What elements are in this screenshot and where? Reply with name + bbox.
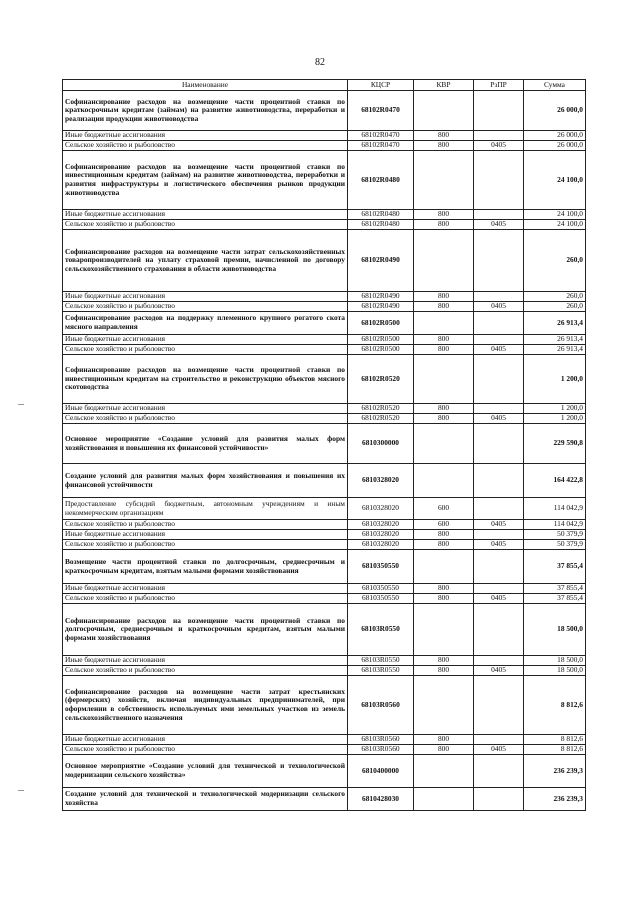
- cell-rzpr: [474, 355, 524, 404]
- cell-kcsr: 68103R0560: [348, 735, 414, 745]
- cell-kcsr: 68103R0560: [348, 745, 414, 755]
- cell-kvr: 800: [414, 530, 474, 540]
- table-row: [63, 424, 586, 464]
- cell-rzpr: [474, 755, 524, 788]
- table-row: [63, 131, 586, 141]
- table-row: [63, 788, 586, 811]
- cell-rzpr: [474, 604, 524, 656]
- cell-rzpr: 0405: [474, 141, 524, 151]
- cell-sum: 229 590,8: [524, 424, 586, 464]
- table-body: [63, 91, 586, 811]
- header-name: Наименование: [63, 80, 348, 91]
- cell-kvr: 800: [414, 292, 474, 302]
- cell-kvr: [414, 550, 474, 584]
- cell-rzpr: [474, 424, 524, 464]
- cell-name: Сельское хозяйство и рыболовство: [63, 302, 348, 312]
- cell-kcsr: 68102R0480: [348, 220, 414, 230]
- cell-rzpr: [474, 91, 524, 131]
- cell-name: Иные бюджетные ассигнования: [63, 404, 348, 414]
- table-row: [63, 312, 586, 335]
- margin-mark: [18, 404, 24, 405]
- header-rzpr: РзПР: [474, 80, 524, 91]
- cell-kcsr: 68102R0470: [348, 131, 414, 141]
- table-row: [63, 151, 586, 210]
- cell-kcsr: 6810350550: [348, 594, 414, 604]
- cell-kcsr: 68102R0500: [348, 345, 414, 355]
- cell-rzpr: [474, 550, 524, 584]
- cell-name: Сельское хозяйство и рыболовство: [63, 520, 348, 530]
- table-row: [63, 745, 586, 755]
- cell-sum: 18 500,0: [524, 656, 586, 666]
- cell-kvr: 800: [414, 745, 474, 755]
- cell-name: Сельское хозяйство и рыболовство: [63, 540, 348, 550]
- cell-rzpr: [474, 312, 524, 335]
- cell-sum: 26 000,0: [524, 91, 586, 131]
- cell-kcsr: 68102R0520: [348, 404, 414, 414]
- table-row: [63, 355, 586, 404]
- cell-sum: 8 812,6: [524, 676, 586, 735]
- cell-kcsr: 68102R0470: [348, 91, 414, 131]
- table-row: [63, 220, 586, 230]
- cell-sum: 37 855,4: [524, 550, 586, 584]
- cell-kvr: [414, 151, 474, 210]
- cell-kvr: 800: [414, 335, 474, 345]
- table-row: [63, 676, 586, 735]
- cell-kvr: [414, 312, 474, 335]
- cell-kvr: 800: [414, 735, 474, 745]
- cell-name: Иные бюджетные ассигнования: [63, 584, 348, 594]
- cell-sum: 26 000,0: [524, 131, 586, 141]
- cell-rzpr: 0405: [474, 520, 524, 530]
- cell-name: Иные бюджетные ассигнования: [63, 292, 348, 302]
- cell-kvr: 800: [414, 210, 474, 220]
- margin-mark: [18, 790, 24, 791]
- cell-kvr: [414, 230, 474, 292]
- table-row: [63, 498, 586, 520]
- cell-rzpr: 0405: [474, 302, 524, 312]
- cell-kvr: [414, 755, 474, 788]
- table-row: [63, 210, 586, 220]
- cell-rzpr: 0405: [474, 666, 524, 676]
- table-row: [63, 302, 586, 312]
- cell-kvr: 600: [414, 498, 474, 520]
- table-row: [63, 335, 586, 345]
- table-row: [63, 520, 586, 530]
- cell-sum: 26 913,4: [524, 335, 586, 345]
- cell-name: Иные бюджетные ассигнования: [63, 335, 348, 345]
- cell-kcsr: 68102R0500: [348, 312, 414, 335]
- cell-kvr: 800: [414, 414, 474, 424]
- cell-rzpr: [474, 404, 524, 414]
- cell-kcsr: 68102R0480: [348, 210, 414, 220]
- cell-rzpr: [474, 530, 524, 540]
- cell-rzpr: 0405: [474, 745, 524, 755]
- cell-name: Предоставление субсидий бюджетным, автономным учреждениям и иным некоммерческим организациям: [63, 498, 348, 520]
- cell-kvr: 800: [414, 302, 474, 312]
- cell-kcsr: 68103R0550: [348, 604, 414, 656]
- cell-rzpr: [474, 676, 524, 735]
- cell-kvr: 800: [414, 666, 474, 676]
- table-row: [63, 656, 586, 666]
- cell-sum: 26 000,0: [524, 141, 586, 151]
- cell-name: Иные бюджетные ассигнования: [63, 131, 348, 141]
- cell-kcsr: 68102R0490: [348, 230, 414, 292]
- cell-kvr: [414, 424, 474, 464]
- cell-kcsr: 6810328020: [348, 498, 414, 520]
- cell-sum: 18 500,0: [524, 666, 586, 676]
- cell-rzpr: 0405: [474, 220, 524, 230]
- cell-name: Софинансирование расходов на возмещение части затрат крестьянских (фермерских) хозяйств, включая индивидуальных предпринимателей, при оформлении в собственность используемых ими земельных участков из земель сельскохозяйственного назначения: [63, 676, 348, 735]
- cell-sum: 1 200,0: [524, 414, 586, 424]
- cell-kcsr: 68103R0560: [348, 676, 414, 735]
- cell-sum: 8 812,6: [524, 735, 586, 745]
- cell-kvr: 800: [414, 404, 474, 414]
- cell-kcsr: 6810350550: [348, 584, 414, 594]
- cell-sum: 50 379,9: [524, 530, 586, 540]
- cell-rzpr: [474, 656, 524, 666]
- cell-sum: 37 855,4: [524, 594, 586, 604]
- cell-kvr: 800: [414, 131, 474, 141]
- cell-sum: 26 913,4: [524, 345, 586, 355]
- cell-sum: 260,0: [524, 230, 586, 292]
- cell-kcsr: 68102R0490: [348, 292, 414, 302]
- cell-name: Софинансирование расходов на возмещение части процентной ставки по инвестиционным кредитам (займам) на развитие животноводства, переработки и развития инфраструктуры и логистического обеспечения рынков продукции животноводства: [63, 151, 348, 210]
- cell-kcsr: 68103R0550: [348, 666, 414, 676]
- cell-name: Иные бюджетные ассигнования: [63, 735, 348, 745]
- cell-name: Возмещение части процентной ставки по долгосрочным, среднесрочным и краткосрочным кредитам, взятым малыми формами хозяйствования: [63, 550, 348, 584]
- table-row: [63, 464, 586, 498]
- cell-sum: 26 913,4: [524, 312, 586, 335]
- table-row: [63, 584, 586, 594]
- cell-name: Иные бюджетные ассигнования: [63, 656, 348, 666]
- cell-kvr: [414, 464, 474, 498]
- cell-sum: 24 100,0: [524, 210, 586, 220]
- cell-sum: 1 200,0: [524, 404, 586, 414]
- cell-sum: 260,0: [524, 302, 586, 312]
- cell-name: Основное мероприятие «Создание условий для технической и технологической модернизации сельского хозяйства»: [63, 755, 348, 788]
- table-row: [63, 540, 586, 550]
- cell-rzpr: [474, 788, 524, 811]
- cell-kcsr: 6810328020: [348, 540, 414, 550]
- table-row: [63, 91, 586, 131]
- table-row: [63, 404, 586, 414]
- cell-name: Иные бюджетные ассигнования: [63, 530, 348, 540]
- cell-kcsr: 6810328020: [348, 464, 414, 498]
- cell-sum: 164 422,8: [524, 464, 586, 498]
- cell-sum: 236 239,3: [524, 788, 586, 811]
- table-row: [63, 755, 586, 788]
- cell-rzpr: [474, 498, 524, 520]
- table-row: [63, 292, 586, 302]
- cell-kcsr: 68102R0480: [348, 151, 414, 210]
- cell-rzpr: 0405: [474, 540, 524, 550]
- cell-rzpr: 0405: [474, 594, 524, 604]
- cell-kcsr: 6810328020: [348, 530, 414, 540]
- cell-rzpr: 0405: [474, 345, 524, 355]
- cell-kvr: [414, 355, 474, 404]
- cell-kvr: 800: [414, 220, 474, 230]
- cell-sum: 114 042,9: [524, 520, 586, 530]
- cell-name: Сельское хозяйство и рыболовство: [63, 220, 348, 230]
- cell-name: Сельское хозяйство и рыболовство: [63, 345, 348, 355]
- table-row: [63, 594, 586, 604]
- table-row: [63, 530, 586, 540]
- cell-name: Сельское хозяйство и рыболовство: [63, 594, 348, 604]
- cell-rzpr: [474, 210, 524, 220]
- cell-sum: 24 100,0: [524, 220, 586, 230]
- cell-rzpr: [474, 464, 524, 498]
- cell-kcsr: 6810328020: [348, 520, 414, 530]
- cell-sum: 8 812,6: [524, 745, 586, 755]
- cell-rzpr: [474, 131, 524, 141]
- cell-name: Сельское хозяйство и рыболовство: [63, 745, 348, 755]
- cell-kvr: 800: [414, 594, 474, 604]
- cell-kvr: [414, 91, 474, 131]
- cell-name: Иные бюджетные ассигнования: [63, 210, 348, 220]
- cell-kvr: 800: [414, 141, 474, 151]
- cell-name: Софинансирование расходов на возмещение части процентной ставки по долгосрочным, среднесрочным и краткосрочным кредитам, взятым малыми формами хозяйствования: [63, 604, 348, 656]
- header-kcsr: КЦСР: [348, 80, 414, 91]
- table-row: [63, 550, 586, 584]
- cell-rzpr: [474, 735, 524, 745]
- cell-name: Софинансирование расходов на возмещение части затрат сельскохозяйственных товаропроизводителей на уплату страховой премии, начисленной по договору сельскохозяйственного страхования в области животноводства: [63, 230, 348, 292]
- cell-sum: 24 100,0: [524, 151, 586, 210]
- cell-kvr: 800: [414, 540, 474, 550]
- table-row: [63, 604, 586, 656]
- cell-rzpr: [474, 292, 524, 302]
- table-header-row: [63, 80, 586, 91]
- cell-name: Сельское хозяйство и рыболовство: [63, 666, 348, 676]
- cell-sum: 1 200,0: [524, 355, 586, 404]
- header-sum: Сумма: [524, 80, 586, 91]
- cell-kvr: 800: [414, 345, 474, 355]
- cell-name: Софинансирование расходов на поддержку племенного крупного рогатого скота мясного направления: [63, 312, 348, 335]
- cell-kcsr: 68102R0490: [348, 302, 414, 312]
- cell-kcsr: 6810400000: [348, 755, 414, 788]
- cell-rzpr: [474, 335, 524, 345]
- cell-sum: 50 379,9: [524, 540, 586, 550]
- cell-kcsr: 68102R0520: [348, 355, 414, 404]
- cell-sum: 236 239,3: [524, 755, 586, 788]
- cell-name: Основное мероприятие «Создание условий для развития малых форм хозяйствования и повышения их финансовой устойчивости»: [63, 424, 348, 464]
- cell-sum: 260,0: [524, 292, 586, 302]
- cell-kvr: [414, 788, 474, 811]
- cell-kcsr: 68103R0550: [348, 656, 414, 666]
- table-row: [63, 141, 586, 151]
- cell-rzpr: [474, 230, 524, 292]
- table-row: [63, 345, 586, 355]
- table-row: [63, 666, 586, 676]
- cell-name: Создание условий для развития малых форм хозяйствования и повышения их финансовой устойчивости: [63, 464, 348, 498]
- cell-name: Создание условий для технической и технологической модернизации сельского хозяйства: [63, 788, 348, 811]
- cell-kvr: 800: [414, 584, 474, 594]
- cell-kvr: [414, 676, 474, 735]
- cell-kcsr: 68102R0520: [348, 414, 414, 424]
- cell-kvr: 800: [414, 656, 474, 666]
- table-row: [63, 414, 586, 424]
- cell-rzpr: [474, 584, 524, 594]
- header-kvr: КВР: [414, 80, 474, 91]
- table-row: [63, 735, 586, 745]
- cell-sum: 114 042,9: [524, 498, 586, 520]
- cell-name: Софинансирование расходов на возмещение части процентной ставки по краткосрочным кредитам (займам) на развитие животноводства, переработки и реализации продукции животноводства: [63, 91, 348, 131]
- cell-sum: 18 500,0: [524, 604, 586, 656]
- cell-sum: 37 855,4: [524, 584, 586, 594]
- cell-rzpr: 0405: [474, 414, 524, 424]
- table-row: [63, 230, 586, 292]
- cell-name: Сельское хозяйство и рыболовство: [63, 414, 348, 424]
- budget-table: [62, 79, 586, 811]
- cell-kcsr: 6810350550: [348, 550, 414, 584]
- cell-name: Сельское хозяйство и рыболовство: [63, 141, 348, 151]
- cell-rzpr: [474, 151, 524, 210]
- cell-name: Софинансирование расходов на возмещение части процентной ставки по инвестиционным кредитам на строительство и реконструкцию объектов мясного скотоводства: [63, 355, 348, 404]
- cell-kcsr: 6810300000: [348, 424, 414, 464]
- cell-kvr: 600: [414, 520, 474, 530]
- cell-kcsr: 68102R0470: [348, 141, 414, 151]
- cell-kcsr: 6810428030: [348, 788, 414, 811]
- cell-kcsr: 68102R0500: [348, 335, 414, 345]
- page-number: 82: [315, 57, 325, 68]
- cell-kvr: [414, 604, 474, 656]
